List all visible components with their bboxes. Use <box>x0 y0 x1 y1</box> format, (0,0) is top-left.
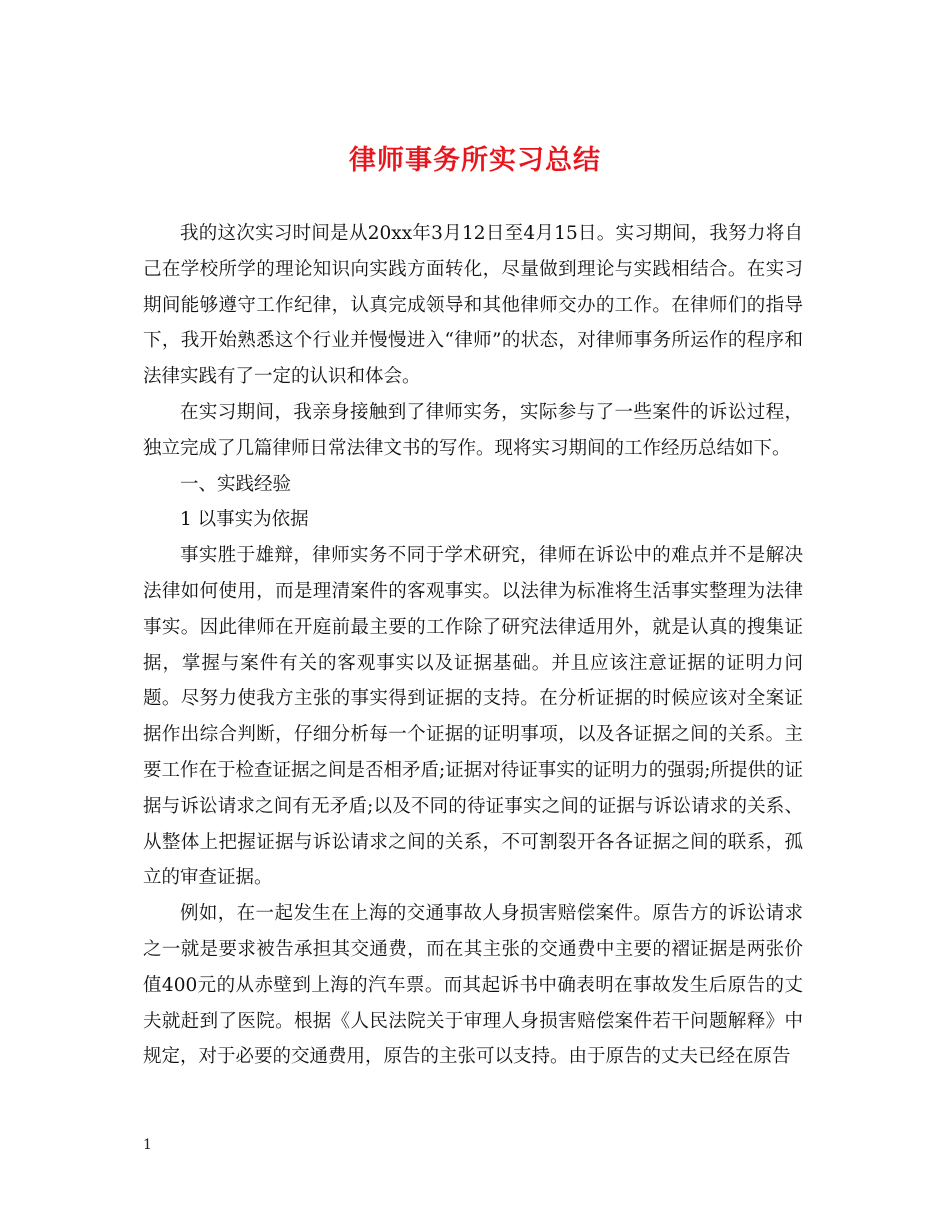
paragraph-example: 例如，在一起发生在上海的交通事故人身损害赔偿案件。原告方的诉讼请求之一就是要求被告承担其交通费，而在其主张的交通费中主要的褶证据是两张价值400元的从赤壁到上海的汽车票。而其起诉书中确表明在事故发生后原告的丈夫就赶到了医院。根据《人民法院关于审理人身损害赔偿案件若干问题解释》中规定，对于必要的交通费用，原告的主张可以支持。由于原告的丈夫已经在原告 <box>143 903 803 1068</box>
page-number: 1 <box>143 1137 152 1153</box>
document-title: 律师事务所实习总结 <box>349 145 601 176</box>
paragraph-summary: 在实习期间，我亲身接触到了律师实务，实际参与了一些案件的诉讼过程，独立完成了几篇律师日常法律文书的写作。现将实习期间的工作经历总结如下。 <box>143 401 803 459</box>
document-body <box>143 216 803 1075</box>
paragraph-intro: 我的这次实习时间是从20xx年3月12日至4月15日。实习期间，我努力将自己在学校所学的理论知识向实践方面转化，尽量做到理论与实践相结合。在实习期间能够遵守工作纪律，认真完成领导和其他律师交办的工作。在律师们的指导下，我开始熟悉这个行业并慢慢进入“律师”的状态，对律师事务所运作的程序和法律实践有了一定的认识和体会。 <box>143 223 804 388</box>
section-heading: 一、实践经验 <box>180 473 292 495</box>
subsection-heading: 1 以事实为依据 <box>180 509 309 531</box>
paragraph-facts: 事实胜于雄辩，律师实务不同于学术研究，律师在诉讼中的难点并不是解决法律如何使用，而是理清案件的客观事实。以法律为标准将生活事实整理为法律事实。因此律师在开庭前最主要的工作除了研究法律适用外，就是认真的搜集证据，掌握与案件有关的客观事实以及证据基础。并且应该注意证据的证明力问题。尽努力使我方主张的事实得到证据的支持。在分析证据的时候应该对全案证据作出综合判断，仔细分析每一个证据的证明事项，以及各证据之间的关系。主要工作在于检查证据之间是否相矛盾;证据对待证事实的证明力的强弱;所提供的证据与诉讼请求之间有无矛盾;以及不同的待证事实之间的证据与诉讼请求的关系、从整体上把握证据与诉讼请求之间的关系，不可割裂开各各证据之间的联系，孤立的审查证据。 <box>143 545 803 889</box>
